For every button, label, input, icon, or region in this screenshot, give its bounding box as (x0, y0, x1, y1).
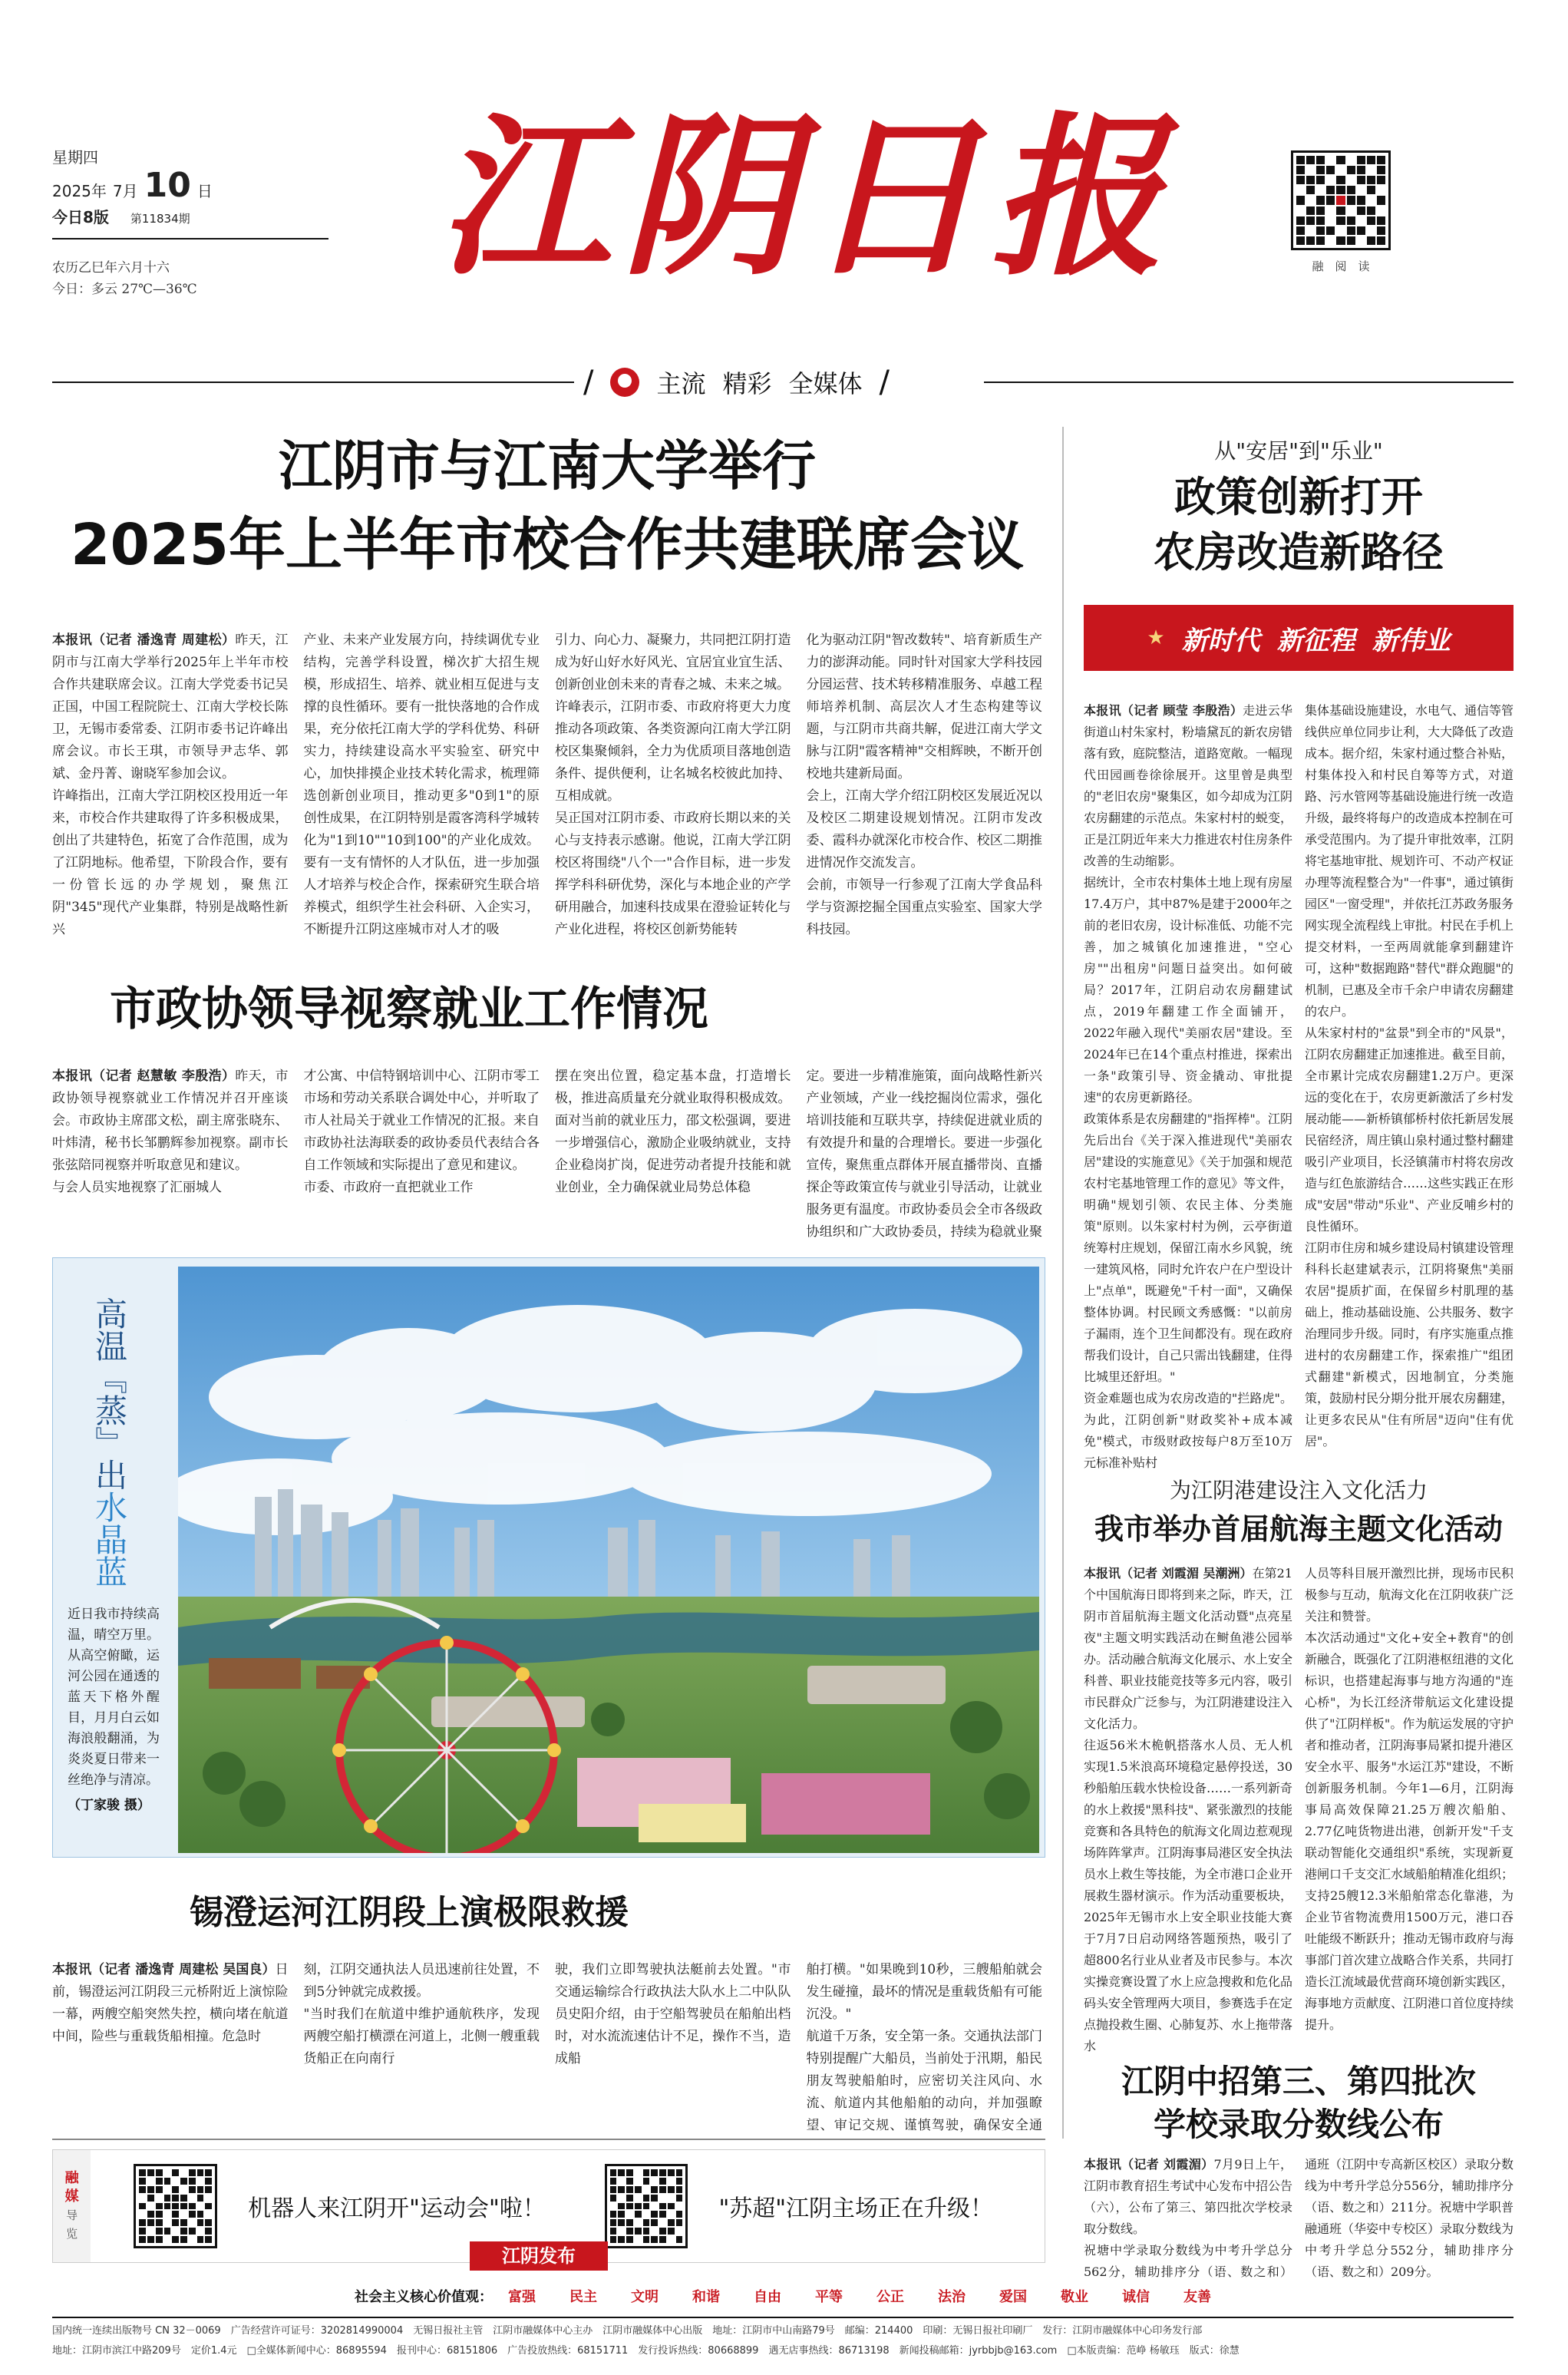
article2-headline: 市政协领导视察就业工作情况 (110, 983, 708, 1036)
newspaper-title: 江阴日报 (437, 96, 1174, 299)
new-era-banner (1084, 605, 1514, 671)
article6-body (1084, 2154, 1514, 2284)
article1-headline-1: 江阴市与江南大学举行 (279, 434, 816, 497)
masthead-qr-code[interactable] (1291, 150, 1391, 250)
article1-col3: 引力、向心力、凝聚力，共同把江阴打造成为好山好水好风光、宜居宜业宜生活、创新创业创未来的青春之城、未来之城。 许峰表示，江阴市委、市政府将更大力度推动各项政策、各类资源向江南大学江阴校区集聚倾斜，全力为优质项目落地创造条件、提供便利，让名城名校彼此加持、互相成就。 吴正国对江阴市委、市政府长期以来的关心与支持表示感谢。他说，江南大学江阴校区将围绕"八个一"合作目标，进一步发挥学科科研优势，深化与本地企业的产学研用融合，加速科技成果在澄验证转化与产业化进程，将校区创新势能转 (555, 633, 791, 937)
photo-credit: （丁家骏 摄） (68, 1798, 150, 1813)
article5-byline: 本报讯（记者 刘霞湄 吴潮洲） (1084, 1566, 1253, 1581)
article6-byline: 本报讯（记者 刘霞湄） (1084, 2157, 1214, 2172)
article2-col1: 昨天，市政协领导视察就业工作情况并召开座谈会。市政协主席邵文松，副主席张晓东、叶炜清，秘书长邹鹏辉参加视察。副市长张弦陪同视察并听取意见和建议。 与会人员实地视察了汇丽城人 (52, 1069, 289, 1195)
weather: 今日：多云 27℃—36℃ (52, 282, 197, 297)
article5-col2: 人员等科目展开激烈比拼，现场市民积极参与互动，航海文化在江阴收获广泛关注和赞誉。 本次活动通过"文化+安全+教育"的创新融合，既强化了江阴港枢纽港的文化标识，也搭建起海事与地方沟通的"连心桥"，为长江经济带航运文化建设提供了"江阴样板"。作为航运发展的守护者和推动者，江阴海事局紧扣提升港区安全水平、服务"水运江苏"建设，不断创新服务机制。今年1—6月，江阴海事局高效保障21.25万艘次船舶、2.77亿吨货物进出港，创新开发"千支联动智能化交通组织"系统，实现新夏港闸口千支交汇水域船舶精准化组织；支持25艘12.3米船舶常态化靠港，为企业节省物流费用1500万元，港口吞吐能级不断跃升；推动无锡市政府与海事部门首次建立战略合作关系，共同打造长江流域最优营商环境创新实践区，海事地方贡献度、江阴港口首位度持续提升。 (1305, 1566, 1514, 2032)
article5-body (1084, 1563, 1514, 2054)
core-value-10: 敬业 (1061, 2289, 1088, 2305)
article2-body (52, 1065, 1042, 1247)
article4-body (1084, 700, 1514, 1474)
banner-item-1: 新时代 (1181, 625, 1260, 656)
lunar-date: 农历乙巳年六月十六 (52, 260, 170, 276)
date-year: 2025年 (52, 182, 107, 200)
slogan-bar (583, 361, 975, 404)
slogan-rule-right (984, 382, 1514, 383)
photo-title-4: 水晶蓝 (91, 1491, 128, 1587)
jiangyin-release-tag[interactable]: 江阴发布 (470, 2241, 608, 2271)
article5-kicker: 为江阴港建设注入文化活力 (1169, 1478, 1428, 1503)
article6-headline-2: 学校录取分数线公布 (1153, 2106, 1444, 2143)
side-label-1: 融 (64, 2170, 79, 2186)
side-label-3: 导 (66, 2208, 78, 2222)
article1-headline-2: 2025年上半年市校合作共建联席会议 (71, 512, 1024, 578)
media-guide-item-1[interactable]: 机器人来江阴开"运动会"啦！ (248, 2195, 546, 2222)
core-value-3: 文明 (631, 2289, 659, 2305)
date-block (52, 144, 328, 232)
date-divider (52, 238, 328, 239)
core-value-8: 法治 (938, 2289, 966, 2305)
slogan-rule-left (52, 382, 574, 383)
new-era-star-icon: ★ (1147, 626, 1165, 649)
article2-byline: 本报讯（记者 赵慧敏 李殷浩） (52, 1069, 236, 1084)
issue: 第11834期 (130, 212, 190, 226)
core-value-9: 爱国 (999, 2289, 1027, 2305)
core-values-bar (52, 2280, 1514, 2312)
canal-park-photo (178, 1267, 1039, 1853)
article6-headline-1: 江阴中招第三、第四批次 (1121, 2063, 1476, 2100)
date-month: 7月 (112, 182, 138, 200)
right-column-divider (1062, 427, 1064, 2139)
photo-title-3: 出 (91, 1458, 128, 1491)
article1-col1: 昨天，江阴市与江南大学举行2025年上半年市校合作共建联席会议。江南大学党委书记吴正国，中国工程院院士、江南大学校长陈卫，无锡市委常委、江阴市委书记许峰出席会议。市长王琪，市领导尹志华、郭斌、金丹菁、谢晓军参加会议。 许峰指出，江南大学江阴校区投用近一年来，市校合作共建取得了许多积极成果，创出了共建特色，拓宽了合作范围，成为了江阴地标。他希望，下阶段合作，要有一份管长远的办学规划，聚焦江阴"345"现代产业集群，特别是战略性新兴 (52, 633, 289, 937)
core-value-4: 和谐 (692, 2289, 720, 2305)
article1-byline: 本报讯（记者 潘逸青 周建松） (52, 633, 236, 648)
article4-col1: 走进云华街道山村朱家村，粉墙黛瓦的新农房错落有致，庭院整洁，道路宽敞。一幅现代田园画卷徐徐展开。这里曾是典型的"老旧农房"聚集区，如今却成为江阴农房翻建的示范点。朱家村村的蜕变，正是江阴近年来大力推进农村住房条件改善的生动缩影。 据统计，全市农村集体土地上现有房屋17.4万户，其中87%是建于2000年之前的老旧农房，设计标准低、功能不完善，加之城镇化加速推进，"空心房""出租房"问题日益突出。如何破局？2017年，江阴启动农房翻建试点，2019年翻建工作全面铺开，2022年融入现代"美丽农居"建设。至2024年已在14个重点村推进，探索出一条"政策引导、资金撬动、审批提速"的农房更新路径。 政策体系是农房翻建的"指挥棒"。江阴先后出台《关于深入推进现代"美丽农居"建设的实施意见》《关于加强和规范农村宅基地管理工作的意见》等文件，明确"规划引领、农民主体、分类施策"原则。以朱家村村为例，云亭街道统筹村庄规划，保留江南水乡风貌，统一建筑风格，同时允许农户在户型设计上"点单"，既避免"千村一面"，又确保整体协调。村民顾文秀感慨："以前房子漏雨，连个卫生间都没有。现在政府帮我们设计，自己只需出钱翻建，住得比城里还舒坦。" 资金难题也成为农房改造的"拦路虎"。为此，江阴创新"财政奖补+成本减免"模式，市级财政按每户8万至10万元标准补贴村 (1084, 703, 1292, 1470)
article4-byline: 本报讯（记者 顾莹 李殷浩） (1084, 703, 1243, 718)
core-values-label: 社会主义核心价值观： (355, 2289, 493, 2305)
date-day-suffix: 日 (196, 182, 213, 200)
slogan-item-2: 精彩 (722, 369, 772, 398)
article3-col1: 日前，锡澄运河江阴段三元桥附近上演惊险一幕，两艘空船突然失控，横向堵在航道中间，险些与重载货船相撞。危急时 (52, 1962, 289, 2044)
side-label-4: 览 (66, 2227, 78, 2241)
article2-col4: 定。要进一步精准施策，面向战略性新兴产业领域，产业一线挖掘岗位需求，强化培训技能和互联共享，持续促进就业质的有效提升和量的合理增长。要进一步强化宣传，聚焦重点群体开展直播带岗、直播探企等政策宣传与就业引导活动，让就业服务更有温度。市政协委员会全市各级政协组织和广大政协委员，持续为稳就业聚 (806, 1069, 1042, 1240)
footer-line-2: 地址：江阴市滨江中路209号 定价1.4元 □全媒体新闻中心：86895594 报刊中心：68151806 广告投放热线：68151711 发行投诉热线：80668899 遇无店事热线：86713198 新闻投稿邮箱：jyrbbjb@163.com □本版责编：范峥 杨敏珏 版式：徐慧 (52, 2345, 1240, 2357)
article3-byline: 本报讯（记者 潘逸青 周建松 吴国良） (52, 1962, 276, 1977)
article6-col2: 通班（江阴中专高新区校区）录取分数线为中考升学总分556分，辅助排序分（语、数之和）211分。祝塘中学职普融通班（华姿中专校区）录取分数线为中考升学总分552分，辅助排序分（语、数之和）209分。 (1305, 2157, 1514, 2279)
slogan-slash-icon: / (583, 365, 594, 400)
side-label-2: 媒 (64, 2188, 79, 2205)
core-value-2: 民主 (569, 2289, 597, 2305)
media-logo-icon (610, 368, 639, 397)
core-value-7: 公正 (876, 2289, 904, 2305)
footer-rule (52, 2317, 1514, 2318)
article1-col2: 产业、未来产业发展方向，持续调优专业结构，完善学科设置，梯次扩大招生规模，形成招生、培养、就业相互促进与支撑的良性循环。要有一批快落地的合作成果，充分依托江南大学的学科优势、科研实力，持续建设高水平实验室、研究中心，加快排摸企业技术转化需求，梳理筛选创新创业项目，推动更多"0到1"的原创性成果，在江阴特别是霞客湾科学城转化为"1到10""10到100"的产业化成效。要有一支有情怀的人才队伍，进一步加强人才培养与校企合作，探索研究生联合培养模式，组织学生社会科研、入企实习，不断提升江阴这座城市对人才的吸 (303, 633, 540, 937)
pages: 今日8版 (52, 208, 109, 226)
date-day: 10 (144, 166, 191, 205)
article3-col3: 驶，我们立即驾驶执法艇前去处置。"市交通运输综合行政执法大队水上二中队队员史阳介绍，由于空船驾驶员在船舶出档时，对水流流速估计不足，操作不当，造成船 (555, 1962, 791, 2066)
core-value-12: 友善 (1183, 2289, 1211, 2305)
photo-title-1: 高温 (91, 1297, 128, 1362)
core-value-6: 平等 (815, 2289, 843, 2305)
photo-title (86, 1297, 132, 1587)
slogan-slash-icon-2: / (879, 365, 890, 400)
article3-body (52, 1959, 1042, 2139)
article3-headline: 锡澄运河江阴段上演极限救援 (190, 1893, 629, 1932)
article3-col2: 刻，江阴交通执法人员迅速前往处置，不到5分钟就完成救援。 "当时我们在航道中维护通航秩序，发现两艘空船打横漂在河道上，北侧一艘重载货船正在向南行 (303, 1962, 540, 2066)
core-value-11: 诚信 (1122, 2289, 1150, 2305)
article4-headline-1: 政策创新打开 (1174, 473, 1423, 521)
article1-col4: 化为驱动江阴"智改数转"、培育新质生产力的澎湃动能。同时针对国家大学科技园分园运营、技术转移精准服务、卓越工程师培养机制、高层次人才生态构建等议题，与江阴市共商共解，促进江南大学文脉与江阴"霞客精神"交相辉映，不断开创校地共建新局面。 会上，江南大学介绍江阴校区发展近况以及校区二期建设规划情况。江阴市发改委、霞科办就深化市校合作、校区二期推进情况作交流发言。 会前，市领导一行参观了江南大学食品科学与资源挖掘全国重点实验室、国家大学科技园。 (806, 633, 1042, 937)
slogan-item-1: 主流 (656, 369, 706, 398)
banner-item-3: 新伟业 (1372, 625, 1451, 656)
photo-caption-block (68, 1604, 160, 1842)
article4-headline-2: 农房改造新路径 (1154, 528, 1444, 576)
weekday: 星期四 (52, 148, 98, 167)
article3-col4: 舶打横。"如果晚到10秒，三艘船舶就会发生碰撞，最坏的情况是重载货船有可能沉没。" 航道千万条，安全第一条。交通执法部门特别提醒广大船员，当前处于汛期，船民朋友驾驶船舶时，应密切关注风向、水流、航道内其他船舶的动向，并加强瞭望、审记交规、谨慎驾驶，确保安全通 (806, 1962, 1042, 2133)
banner-item-2: 新征程 (1276, 625, 1355, 656)
core-value-1: 富强 (508, 2289, 536, 2305)
footer-line-1: 国内统一连续出版物号 CN 32－0069 广告经营许可证号：3202814990004 无锡日报社主管 江阴市融媒体中心主办 江阴市融媒体中心出版 地址：江阴市中山南路79号 邮编：214400 印刷：无锡日报社印刷厂 发行：江阴市融媒体中心印务发行部 (52, 2325, 1203, 2337)
photo-title-2: 『蒸』 (91, 1362, 128, 1458)
article2-col3: 摆在突出位置，稳定基本盘，打造增长极，推进高质量充分就业取得积极成效。面对当前的就业压力，邵文松强调，要进一步增强信心，激励企业吸纳就业，支持企业稳岗扩岗，促进劳动者提升技能和就业创业，全力确保就业局势总体稳 (555, 1069, 791, 1195)
media-guide-item-2[interactable]: "苏超"江阴主场正在升级！ (718, 2195, 994, 2222)
core-value-5: 自由 (754, 2289, 781, 2305)
media-guide-qr-1[interactable] (134, 2164, 217, 2248)
article6-col1: 7月9日上午，江阴市教育招生考试中心发布中招公告（六），公布了第三、第四批次学校录取分数线。 祝塘中学录取分数线为中考升学总分562分，辅助排序分（语、数之和） (1084, 2157, 1292, 2279)
media-guide-qr-2[interactable] (605, 2164, 688, 2248)
media-guide-side-label (53, 2150, 91, 2262)
article5-headline: 我市举办首届航海主题文化活动 (1094, 1512, 1503, 1546)
slogan-item-3: 全媒体 (788, 369, 863, 398)
article1-body (52, 629, 1042, 944)
article4-col2: 集体基础设施建设，水电气、通信等管线供应单位同步让利，大大降低了改造成本。据介绍，朱家村通过整合补贴，村集体投入和村民自筹等方式，对道路、污水管网等基础设施进行统一改造升级，最终将每户的改造成本控制在可承受范围内。为了提升审批效率，江阴将宅基地审批、规划许可、不动产权证办理等流程整合为"一件事"，通过镇街园区"一窗受理"，并依托江苏政务服务网实现全流程线上审批。村民在手机上提交材料，一至两周就能拿到翻建许可，这种"数据跑路"替代"群众跑腿"的机制，已惠及全市千余户申请农房翻建的农户。 从朱家村村的"盆景"到全市的"风景"，江阴农房翻建正加速推进。截至目前，全市累计完成农房翻建1.2万户。更深远的变化在于，农房更新激活了乡村发展动能——新桥镇郁桥村依托新居发展民宿经济，周庄镇山泉村通过整村翻建吸引产业项目，长泾镇蒲市村将农房改造与红色旅游结合……这些实践正在形成"安居"带动"乐业"、产业反哺乡村的良性循环。 江阴市住房和城乡建设局村镇建设管理科科长赵建斌表示，江阴将聚焦"美丽农居"提质扩面，在保留乡村肌理的基础上，推动基础设施、公共服务、数字治理同步升级。同时，有序实施重点推进村的农房翻建工作，探索推广"组团式翻建"新模式，因地制宜，分类施策，鼓励村民分期分批开展农房翻建，让更多农民从"住有所居"迈向"住有优居"。 (1305, 703, 1514, 1448)
photo-caption: 近日我市持续高温，晴空万里。从高空俯瞰，运河公园在通透的蓝天下格外醒目，月月白云如海浪般翻涌，为炎炎夏日带来一丝绝净与清凉。 (68, 1607, 160, 1788)
media-guide-top-rule (52, 2139, 1045, 2140)
article5-col1: 在第21个中国航海日即将到来之际，昨天，江阴市首届航海主题文化活动暨"点亮星夜"主题文明实践活动在鲥鱼港公园举办。活动融合航海文化展示、水上安全科普、职业技能竞技等多元内容，吸引市民群众广泛参与，为江阴港建设注入文化活力。 往返56米木桅帆搭落水人员、无人机实现1.5米浪高环境稳定悬停投送，30秒船舶压载水快检设备……一系列新奇的水上救援"黑科技"、紧张激烈的技能竞赛和各具特色的航海文化周边惹观现场阵阵掌声。江阴海事局港区安全执法员水上救生等技能，为全市港口企业开展救生器材演示。作为活动重要板块，2025年无锡市水上安全职业技能大赛于7月7日启动网络答题预热，吸引了超800名行业从业者及市民参与。本次实操竞赛设置了水上应急搜救和危化品码头安全管理两大项目，参赛选手在定点抛投救生圈、心肺复苏、水上拖带落水 (1084, 1566, 1292, 2053)
qr-caption: 融 阅 读 (1312, 259, 1370, 273)
article4-kicker: 从"安居"到"乐业" (1214, 438, 1383, 464)
article2-col2: 才公寓、中信特钢培训中心、江阴市零工市场和劳动关系联合调处中心，并听取了市人社局关于就业工作情况的汇报。来自市政协社法海联委的政协委员代表结合各自工作领域和实际提出了意见和建议。 市委、市政府一直把就业工作 (303, 1069, 540, 1195)
